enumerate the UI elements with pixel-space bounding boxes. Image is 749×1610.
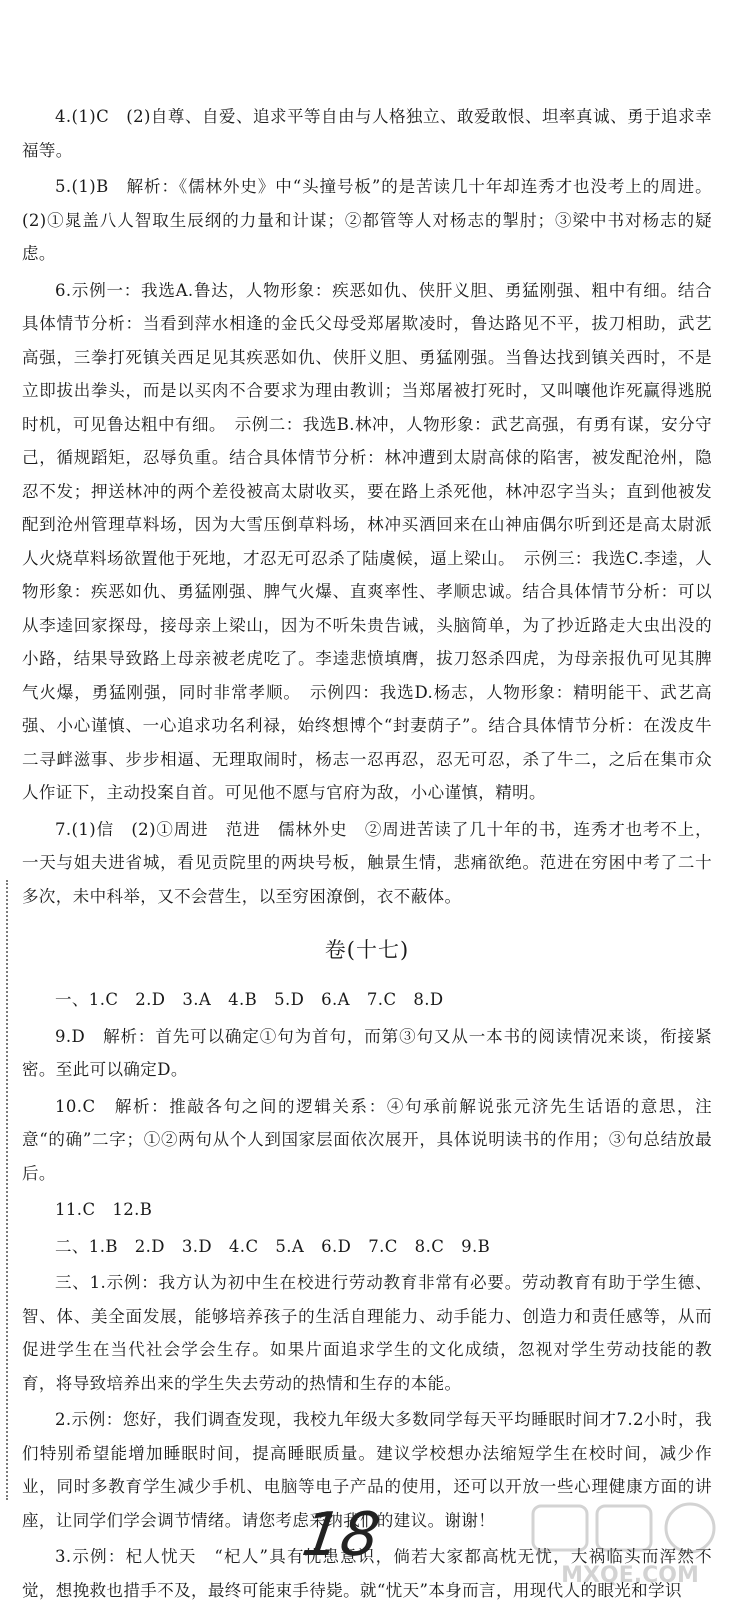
answer-paragraph-part2-choices: 二、1.B 2.D 3.D 4.C 5.A 6.D 7.C 8.C 9.B — [55, 1236, 491, 1256]
watermark-logo — [525, 1500, 735, 1592]
watermark-text: MXQE.COM — [561, 1563, 699, 1588]
answer-content — [22, 100, 712, 1610]
answer-paragraph-part3-2: 2.示例：您好，我们调查发现，我校九年级大多数同学每天平均睡眠时间才7.2小时，我们特别希望能增加睡眠时间，提高睡眠质量。建议学校想办法缩短学生在校时间，减少作业，同时多教育学生减少手机、电脑等电子产品的使用，还可以开放一些心理健康方面的讲座，让同学们学会调节情绪。请您考虑采纳我们的建议。谢谢！ — [22, 1410, 712, 1530]
answer-paragraph-part1-choices: 一、1.C 2.D 3.A 4.B 5.D 6.A 7.C 8.D — [55, 990, 444, 1009]
answer-paragraph-6: 6.示例一：我选A.鲁达，人物形象：疾恶如仇、侠肝义胆、勇猛刚强、粗中有细。结合具体情节分析：当看到萍水相逢的金氏父母受郑屠欺凌时，鲁达路见不平，拔刀相助，武艺高强，三拳打死镇关西足见其疾恶如仇、侠肝义胆、勇猛刚强。当鲁达找到镇关西时，不是立即拔出拳头，而是以买肉不合要求为理由教训；当郑屠被打死时，又叫嚷他诈死赢得逃脱时机，可见鲁达粗中有细。 示例二：我选B.林冲，人物形象：武艺高强，有勇有谋，安分守己，循规蹈矩，忍辱负重。结合具体情节分析：林冲遭到太尉高俅的陷害，被发配沧州，隐忍不发；押送林冲的两个差役被高太尉收买，要在路上杀死他，林冲忍字当头；直到他被发配到沧州管理草料场，因为大雪压倒草料场，林冲买酒回来在山神庙偶尔听到还是高太尉派人火烧草料场欲置他于死地，才忍无可忍杀了陆虞候，逼上梁山。 示例三：我选C.李逵，人物形象：疾恶如仇、勇猛刚强、脾气火爆、直爽率性、孝顺忠诚。结合具体情节分析：可以从李逵回家探母，接母亲上梁山，因为不听朱贵告诫，头脑简单，为了抄近路走大虫出没的小路，结果导致路上母亲被老虎吃了。李逵悲愤填膺，拔刀怒杀四虎，为母亲报仇可见其脾气火爆，勇猛刚强，同时非常孝顺。 示例四：我选D.杨志，人物形象：精明能干、武艺高强、小心谨慎、一心追求功名利禄，始终想博个“封妻荫子”。结合具体情节分析：在泼皮牛二寻衅滋事、步步相逼、无理取闹时，杨志一忍再忍，忍无可忍，杀了牛二，之后在集市众人作证下，主动投案自首。可见他不愿与官府为敌，小心谨慎，精明。 — [22, 280, 712, 802]
answer-paragraph-5: 5.(1)B 解析：《儒林外史》中“头撞号板”的是苦读几十年却连秀才也没考上的周进。(2)①晁盖八人智取生辰纲的力量和计谋；②都管等人对杨志的掣肘；③梁中书对杨志的疑虑。 — [22, 177, 712, 263]
handwritten-page-number: 18 — [297, 1500, 385, 1570]
answer-paragraph-9: 9.D 解析：首先可以确定①句为首句，而第③句又从一本书的阅读情况来谈，衔接紧密。至此可以确定D。 — [22, 1026, 712, 1079]
answer-paragraph-part3-3: 3.示例：杞人忧天 “杞人”具有忧患意识，倘若大家都高枕无忧，大祸临头而浑然不觉，想挽救也措手不及，最终可能束手待毙。就“忧天”本身而言，用现代人的眼光和学识 — [22, 1547, 712, 1600]
answer-paragraph-7: 7.(1)信 (2)①周进 范进 儒林外史 ②周进苦读了几十年的书，连秀才也考不上，一天与姐夫进省城，看见贡院里的两块号板，触景生情，悲痛欲绝。范进在穷困中考了二十多次，未中科举，又不会营生，以至穷困潦倒，衣不蔽体。 — [22, 819, 712, 906]
answer-paragraph-4: 4.(1)C (2)自尊、自爱、追求平等自由与人格独立、敢爱敢恨、坦率真诚、勇于追求幸福等。 — [22, 107, 712, 160]
answer-paragraph-11-12: 11.C 12.B — [55, 1200, 153, 1219]
answer-paragraph-10: 10.C 解析：推敲各句之间的逻辑关系：④句承前解说张元济先生话语的意思，注意“的确”二字；①②两句从个人到国家层面依次展开，具体说明读书的作用；③句总结放最后。 — [22, 1096, 712, 1183]
binding-dotted-line — [6, 880, 8, 1500]
answer-paragraph-part3-1: 三、1.示例：我方认为初中生在校进行劳动教育非常有必要。劳动教育有助于学生德、智、体、美全面发展，能够培养孩子的生活自理能力、动手能力、创造力和责任感等，从而促进学生在当代社会学会生存。如果片面追求学生的文化成绩，忽视对学生劳动技能的教育，将导致培养出来的学生失去劳动的热情和生存的本能。 — [22, 1273, 712, 1393]
section-title: 卷(十七) — [324, 938, 410, 962]
